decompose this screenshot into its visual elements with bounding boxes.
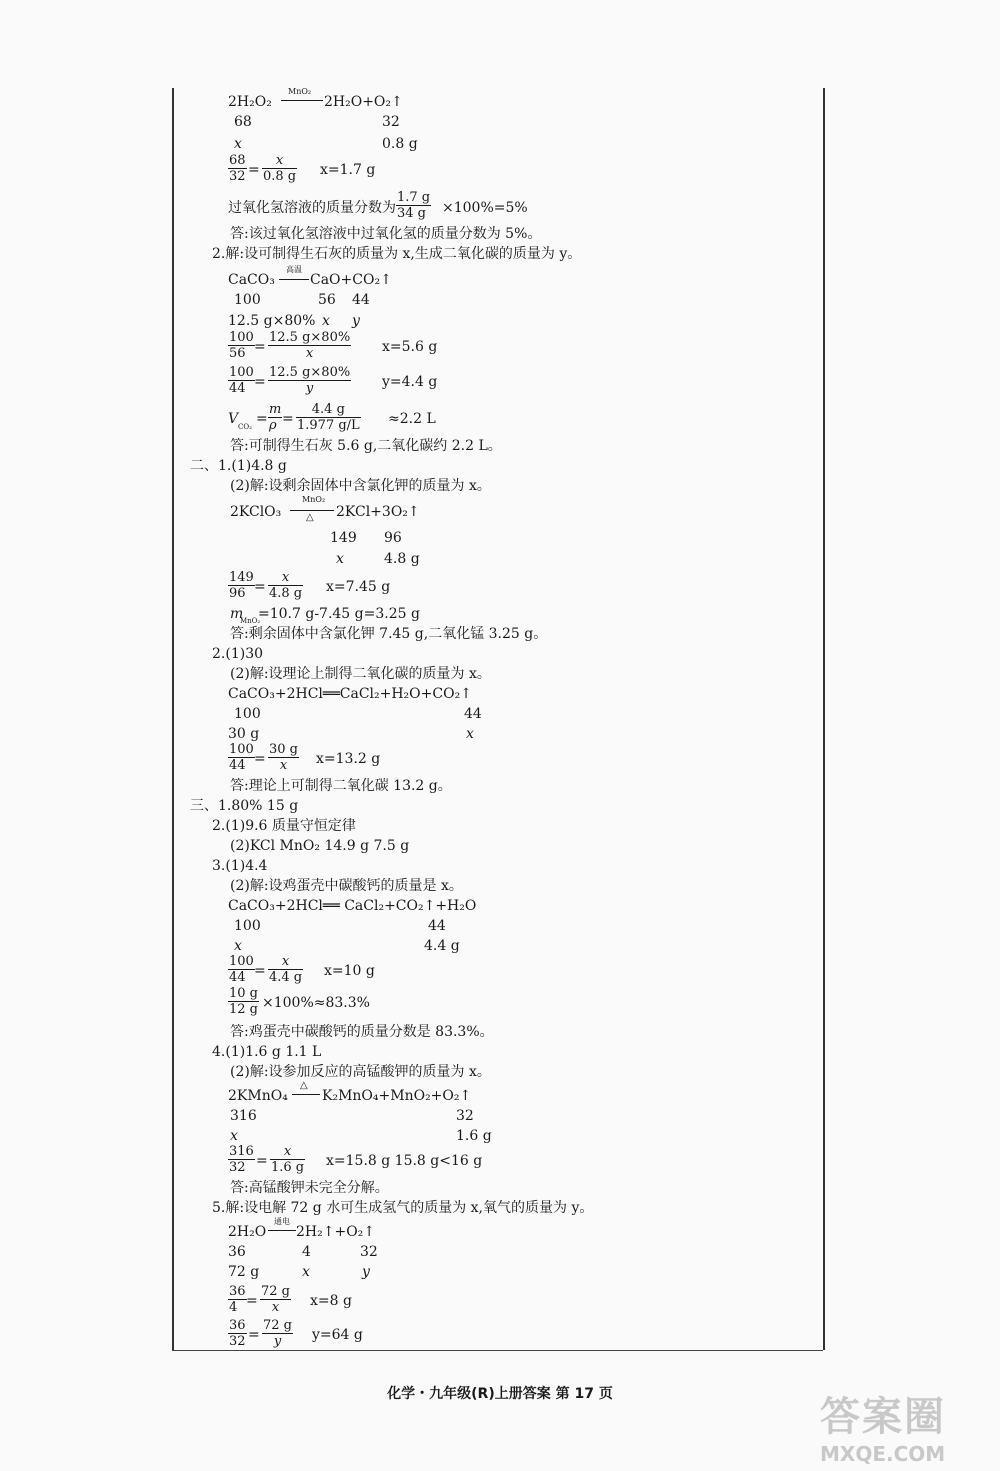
fraction bbox=[262, 1318, 293, 1349]
coef: 36 bbox=[228, 1244, 246, 1260]
eq-sign: = bbox=[256, 1153, 268, 1169]
watermark-logo-text: 答案圈 bbox=[820, 1394, 946, 1440]
mass-symbol: m bbox=[230, 606, 244, 622]
denominator: 56 bbox=[229, 346, 246, 361]
left-margin-line bbox=[172, 88, 174, 1350]
denominator: 44 bbox=[229, 758, 246, 773]
val: 72 g bbox=[228, 1264, 260, 1280]
eq-sign: = bbox=[254, 374, 266, 390]
numerator: 72 g bbox=[261, 1284, 290, 1299]
result: x=10 g bbox=[324, 963, 375, 979]
denominator: 34 g bbox=[397, 206, 426, 221]
eq-line: 2H₂O₂ bbox=[228, 94, 272, 110]
volume-symbol: V bbox=[228, 411, 239, 427]
coef: 149 bbox=[330, 530, 357, 546]
coef: 32 bbox=[360, 1244, 378, 1260]
coef: 44 bbox=[428, 918, 446, 934]
numerator: 149 bbox=[229, 570, 254, 585]
numerator: x bbox=[268, 954, 303, 970]
numerator: 36 bbox=[229, 1318, 246, 1333]
numerator: 12.5 g×80% bbox=[269, 365, 351, 380]
fraction bbox=[268, 330, 351, 361]
heat-symbol: △ bbox=[300, 1080, 308, 1091]
eq-sign: = bbox=[248, 1327, 260, 1343]
numerator: 12.5 g×80% bbox=[269, 330, 351, 345]
denominator: x bbox=[271, 1300, 280, 1315]
item: 4.(1)1.6 g 1.1 L bbox=[212, 1044, 322, 1060]
answer-line: 答:可制得生石灰 5.6 g,二氧化碳约 2.2 L。 bbox=[230, 438, 502, 454]
denominator: 32 bbox=[229, 1334, 246, 1349]
bottom-rule bbox=[172, 1350, 823, 1351]
fraction bbox=[268, 742, 299, 773]
eq-sign: = bbox=[254, 963, 266, 979]
coef: 32 bbox=[456, 1108, 474, 1124]
var: x bbox=[302, 1264, 310, 1280]
eq-line: 2KMnO₄ bbox=[228, 1088, 288, 1104]
eq-line: CaCO₃+2HCl══CaCl₂+H₂O+CO₂↑ bbox=[228, 686, 472, 702]
fraction bbox=[228, 1318, 247, 1349]
denominator: 32 bbox=[229, 169, 246, 184]
numerator: 36 bbox=[229, 1284, 246, 1299]
result: x=1.7 g bbox=[320, 162, 376, 178]
coef: 56 bbox=[318, 292, 336, 308]
fraction bbox=[262, 153, 297, 184]
result: x=15.8 g 15.8 g<16 g bbox=[326, 1153, 483, 1169]
denominator: 1.6 g bbox=[271, 1160, 305, 1175]
numerator: 100 bbox=[229, 330, 254, 345]
condition-label: 高温 bbox=[286, 265, 302, 274]
val: 30 g bbox=[228, 726, 260, 742]
fraction bbox=[228, 1284, 247, 1315]
denominator: 4 bbox=[229, 1300, 238, 1315]
section-two-item: 二、1.(1)4.8 g bbox=[190, 458, 287, 474]
text-line: 过氧化氢溶液的质量分数为 bbox=[228, 200, 396, 216]
eq-sign: = bbox=[246, 1293, 258, 1309]
section-three-item: 三、1.80% 15 g bbox=[190, 798, 299, 814]
coef: 100 bbox=[234, 918, 261, 934]
item: 2.(1)30 bbox=[212, 646, 264, 662]
numerator: x bbox=[268, 570, 303, 586]
denominator: x bbox=[305, 346, 314, 361]
val: 4.8 g bbox=[384, 551, 420, 567]
page-footer: 化学・九年级(R)上册答案 第 17 页 bbox=[387, 1386, 613, 1402]
result: y=4.4 g bbox=[382, 374, 438, 390]
eq-sign: = bbox=[254, 579, 266, 595]
catalyst-label: MnO₂ bbox=[288, 87, 312, 96]
numerator: 100 bbox=[229, 742, 254, 757]
result: y=64 g bbox=[312, 1327, 363, 1343]
coef: 32 bbox=[382, 114, 400, 130]
result: x=13.2 g bbox=[316, 751, 381, 767]
fraction bbox=[270, 1144, 305, 1175]
answer-line: 答:剩余固体中含氯化钾 7.45 g,二氧化锰 3.25 g。 bbox=[230, 626, 548, 642]
numerator: 100 bbox=[229, 954, 254, 969]
denominator: y bbox=[273, 1334, 282, 1349]
subscript: CO₂ bbox=[238, 423, 252, 431]
problem-line: (2)解:设鸡蛋壳中碳酸钙的质量是 x。 bbox=[230, 878, 463, 894]
condition-label: 通电 bbox=[274, 1217, 290, 1226]
eq-sign: = bbox=[254, 751, 266, 767]
eq-line: 2H₂O+O₂↑ bbox=[324, 94, 403, 110]
fraction bbox=[296, 402, 361, 433]
fraction bbox=[228, 954, 255, 985]
problem-line: 2.解:设可制得生石灰的质量为 x,生成二氧化碳的质量为 y。 bbox=[212, 246, 582, 262]
fraction bbox=[228, 365, 255, 396]
eq-line: 2KCl+3O₂↑ bbox=[336, 504, 420, 520]
fraction bbox=[228, 1144, 255, 1175]
coef: 96 bbox=[384, 530, 402, 546]
answer-line: 答:该过氧化氢溶液中过氧化氢的质量分数为 5%。 bbox=[230, 226, 542, 242]
eq-sign: = bbox=[282, 411, 294, 427]
heat-symbol: △ bbox=[306, 512, 314, 523]
reaction-arrow bbox=[290, 510, 334, 511]
fraction bbox=[228, 330, 255, 361]
eq-line: 2H₂O bbox=[228, 1224, 267, 1240]
fraction bbox=[228, 153, 247, 184]
var: x bbox=[234, 136, 242, 152]
numerator: 4.4 g bbox=[296, 402, 361, 418]
var: y bbox=[352, 313, 360, 329]
denominator: 32 bbox=[229, 1160, 246, 1175]
problem-line: (2)解:设参加反应的高锰酸钾的质量为 x。 bbox=[230, 1064, 491, 1080]
numerator: 316 bbox=[229, 1144, 254, 1159]
numerator: m bbox=[269, 402, 282, 417]
problem-line: 5.解:设电解 72 g 水可生成氢气的质量为 x,氧气的质量为 y。 bbox=[212, 1200, 594, 1216]
val: 1.6 g bbox=[456, 1128, 492, 1144]
denominator: 96 bbox=[229, 586, 246, 601]
numerator: 30 g bbox=[269, 742, 298, 757]
site-watermark bbox=[820, 1385, 990, 1465]
eq-line: CaCO₃+2HCl══ CaCl₂+CO₂↑+H₂O bbox=[228, 898, 477, 914]
eq-line: 2KClO₃ bbox=[230, 504, 282, 520]
var: x bbox=[336, 551, 344, 567]
result: x=5.6 g bbox=[382, 339, 438, 355]
denominator: 44 bbox=[229, 970, 246, 985]
coef: 316 bbox=[230, 1108, 257, 1124]
catalyst-label: MnO₂ bbox=[302, 495, 326, 504]
numerator: 10 g bbox=[229, 986, 258, 1001]
denominator: 44 bbox=[229, 381, 246, 396]
fraction bbox=[228, 986, 259, 1017]
eq-sign: = bbox=[248, 162, 260, 178]
denominator: x bbox=[279, 758, 288, 773]
var: x bbox=[230, 1128, 238, 1144]
problem-line: (2)解:设理论上制得二氧化碳的质量为 x。 bbox=[230, 666, 491, 682]
numerator: 72 g bbox=[263, 1318, 292, 1333]
answer-line: 答:鸡蛋壳中碳酸钙的质量分数是 83.3%。 bbox=[230, 1024, 494, 1040]
text-line: ×100%=5% bbox=[442, 200, 528, 216]
result: ×100%≈83.3% bbox=[262, 995, 370, 1011]
val: 12.5 g×80% bbox=[228, 313, 316, 329]
fraction bbox=[268, 954, 303, 985]
eq-line: CaCO₃ bbox=[228, 272, 275, 288]
result: x=7.45 g bbox=[326, 579, 391, 595]
eq-line: CaO+CO₂↑ bbox=[310, 272, 392, 288]
eq-line: 2H₂↑+O₂↑ bbox=[296, 1224, 376, 1240]
reaction-arrow bbox=[292, 1094, 320, 1095]
subscript: MnO₂ bbox=[240, 617, 261, 625]
eq-sign: = bbox=[254, 339, 266, 355]
watermark-url: MXQE.COM bbox=[820, 1442, 946, 1466]
numerator: x bbox=[270, 1144, 305, 1160]
coef: 100 bbox=[234, 292, 261, 308]
result: x=8 g bbox=[310, 1293, 352, 1309]
right-margin-line bbox=[823, 88, 825, 1350]
fraction bbox=[228, 570, 255, 601]
coef: 44 bbox=[352, 292, 370, 308]
answer-line: 答:高锰酸钾未完全分解。 bbox=[230, 1180, 389, 1196]
fraction bbox=[268, 570, 303, 601]
item: 2.(1)9.6 质量守恒定律 bbox=[212, 818, 356, 834]
eq-line: K₂MnO₄+MnO₂+O₂↑ bbox=[322, 1088, 472, 1104]
numerator: 68 bbox=[229, 153, 246, 168]
reaction-arrow bbox=[279, 279, 309, 280]
denominator: 4.4 g bbox=[269, 970, 303, 985]
denominator: y bbox=[305, 381, 314, 396]
reaction-arrow bbox=[268, 1230, 296, 1231]
coef: 100 bbox=[234, 706, 261, 722]
fraction bbox=[260, 1284, 291, 1315]
numerator: 1.7 g bbox=[397, 190, 431, 205]
denominator: 4.8 g bbox=[269, 586, 303, 601]
item: 3.(1)4.4 bbox=[212, 858, 268, 874]
calc-line: =10.7 g-7.45 g=3.25 g bbox=[258, 606, 420, 622]
fraction bbox=[268, 402, 282, 433]
coef: 68 bbox=[234, 114, 252, 130]
var: x bbox=[234, 938, 242, 954]
denominator: ρ bbox=[269, 418, 277, 433]
item: (2)KCl MnO₂ 14.9 g 7.5 g bbox=[230, 838, 410, 854]
fraction bbox=[396, 190, 431, 221]
numerator: 100 bbox=[229, 365, 254, 380]
coef: 4 bbox=[302, 1244, 311, 1260]
denominator: 0.8 g bbox=[263, 169, 297, 184]
coef: 44 bbox=[464, 706, 482, 722]
fraction bbox=[268, 365, 351, 396]
denominator: 12 g bbox=[229, 1002, 258, 1017]
reaction-arrow bbox=[281, 100, 323, 101]
val: 0.8 g bbox=[382, 136, 418, 152]
answer-line: 答:理论上可制得二氧化碳 13.2 g。 bbox=[230, 778, 452, 794]
var: x bbox=[466, 726, 474, 742]
result: ≈2.2 L bbox=[388, 411, 436, 427]
numerator: x bbox=[262, 153, 297, 169]
problem-line: (2)解:设剩余固体中含氯化钾的质量为 x。 bbox=[230, 478, 491, 494]
var: y bbox=[362, 1264, 370, 1280]
var: x bbox=[322, 313, 330, 329]
fraction bbox=[228, 742, 255, 773]
eq-sign: = bbox=[256, 411, 268, 427]
denominator: 1.977 g/L bbox=[297, 418, 360, 433]
val: 4.4 g bbox=[424, 938, 460, 954]
